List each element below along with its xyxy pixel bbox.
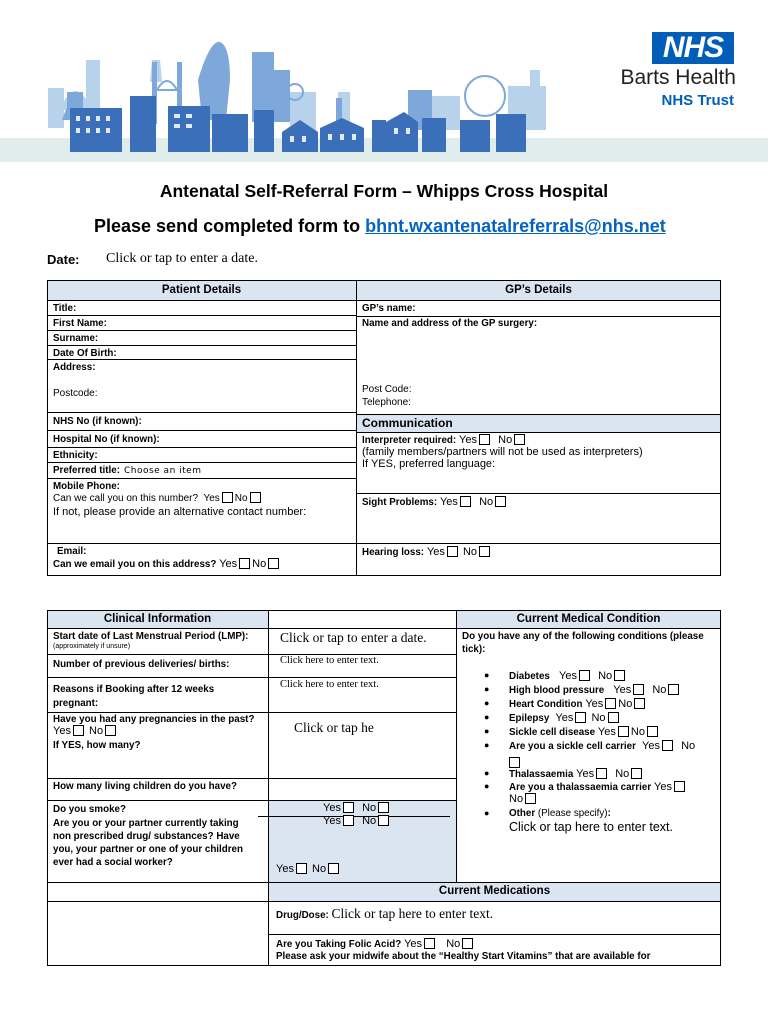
gp-name-label: GP’s name:: [362, 303, 416, 314]
first-name-label: First Name:: [53, 318, 107, 329]
pregnancies-label: Have you had any pregnancies in the past?: [53, 714, 255, 725]
clinical-info-header: Clinical Information: [47, 610, 268, 628]
deliveries-label: Number of previous deliveries/ births:: [53, 659, 230, 670]
email-question: Can we email you on this address? Yes No: [53, 558, 281, 570]
gp-details-header: GP’s Details: [356, 280, 721, 300]
how-many-label: If YES, how many?: [53, 740, 141, 751]
booking-label-1: Reasons if Booking after 12 weeks: [53, 684, 215, 695]
call-no-checkbox[interactable]: [250, 492, 261, 503]
folic-no-checkbox[interactable]: [462, 938, 473, 949]
sickle-carrier-yes-checkbox[interactable]: [662, 740, 673, 751]
communication-header: Communication: [362, 416, 453, 430]
trust-name: NHS Trust: [661, 92, 734, 109]
title-label: Title:: [53, 303, 77, 314]
interpreter-row: Interpreter required: Yes No: [362, 434, 527, 446]
sickle-carrier-no-checkbox[interactable]: [509, 757, 520, 768]
smoke-checks: Yes No: [323, 802, 391, 814]
diabetes-row: Diabetes Yes No: [509, 670, 627, 682]
dob-label: Date Of Birth:: [53, 348, 117, 359]
smoke-yes-checkbox[interactable]: [343, 802, 354, 813]
booking-label-2: pregnant:: [53, 698, 99, 709]
referral-email-link[interactable]: bhnt.wxantenatalreferrals@nhs.net: [365, 216, 666, 236]
language-label: If YES, preferred language:: [362, 458, 496, 470]
lmp-label: Start date of Last Menstrual Period (LMP):: [53, 631, 249, 642]
lmp-date-picker[interactable]: Click or tap to enter a date.: [280, 630, 427, 645]
lmp-note: (approximately if unsure): [53, 643, 131, 650]
postcode-label: Postcode:: [53, 388, 98, 399]
org-name: Barts Health: [620, 66, 736, 89]
conditions-question-2: tick):: [462, 644, 486, 655]
alt-contact-label: If not, please provide an alternative contact number:: [53, 506, 307, 518]
thal-yes-checkbox[interactable]: [596, 768, 607, 779]
healthy-start-note: Please ask your midwife about the “Healthy Start Vitamins” that are available for: [276, 951, 651, 962]
folic-yes-checkbox[interactable]: [424, 938, 435, 949]
drugs-checks: Yes No: [276, 863, 341, 875]
form-title: Antenatal Self-Referral Form – Whipps Cross Hospital: [159, 181, 609, 201]
thal-row: Thalassaemia Yes No: [509, 768, 644, 780]
date-label: Date:: [47, 252, 80, 267]
medications-header: Current Medications: [268, 882, 721, 901]
drugs-label-2: non prescribed drug/ substances? Have: [53, 831, 240, 842]
preferred-title-row: Preferred title: Choose an item: [53, 465, 202, 476]
partner-drug-checks: Yes No: [323, 815, 391, 827]
drug-dose-row: Drug/Dose: Click or tap here to enter text.: [276, 906, 494, 921]
call-yes-checkbox[interactable]: [222, 492, 233, 503]
sickle-row: Sickle cell disease Yes No: [509, 726, 660, 738]
heart-no-checkbox[interactable]: [634, 698, 645, 709]
conditions-question-1: Do you have any of the following conditions (please: [462, 631, 704, 642]
sight-row: Sight Problems: Yes No: [362, 496, 508, 508]
drugs-yes-checkbox[interactable]: [296, 863, 307, 874]
sickle-no-checkbox[interactable]: [647, 726, 658, 737]
pregnancies-no-checkbox[interactable]: [105, 725, 116, 736]
date-picker[interactable]: Click or tap to enter a date.: [106, 251, 258, 266]
call-question: Can we call you on this number? Yes No: [53, 492, 263, 504]
smoke-no-checkbox[interactable]: [378, 802, 389, 813]
email-label: Email:: [57, 546, 87, 557]
epilepsy-no-checkbox[interactable]: [608, 712, 619, 723]
send-instruction: Please send completed form to bhnt.wxantenatalreferrals@nhs.net: [94, 216, 666, 236]
hearing-row: Hearing loss: Yes No: [362, 546, 492, 558]
epilepsy-yes-checkbox[interactable]: [575, 712, 586, 723]
pregnancies-count-input[interactable]: Click or tap he: [294, 720, 374, 735]
folic-acid-row: Are you Taking Folic Acid? Yes No: [276, 938, 475, 950]
medical-condition-header: Current Medical Condition: [456, 610, 721, 628]
other-label: Other (Please specify):: [509, 808, 611, 819]
surname-label: Surname:: [53, 333, 99, 344]
partner-drug-no-checkbox[interactable]: [378, 815, 389, 826]
smoke-label: Do you smoke?: [53, 804, 126, 815]
gp-telephone-label: Telephone:: [362, 397, 411, 408]
sickle-carrier-row: Are you a sickle cell carrier Yes No: [509, 740, 696, 752]
hearing-yes-checkbox[interactable]: [447, 546, 458, 557]
family-note: (family members/partners will not be used as interpreters): [362, 446, 643, 458]
sickle-yes-checkbox[interactable]: [618, 726, 629, 737]
mobile-label: Mobile Phone:: [53, 481, 120, 492]
diabetes-no-checkbox[interactable]: [614, 670, 625, 681]
thal-carrier-no-checkbox[interactable]: [525, 793, 536, 804]
preferred-title-dropdown[interactable]: Choose an item: [123, 466, 202, 476]
pregnancies-yes-checkbox[interactable]: [73, 725, 84, 736]
partner-drug-yes-checkbox[interactable]: [343, 815, 354, 826]
epilepsy-row: Epilepsy Yes No: [509, 712, 621, 724]
thal-carrier-row: Are you a thalassaemia carrier Yes: [509, 781, 687, 793]
email-yes-checkbox[interactable]: [239, 558, 250, 569]
patient-details-header: Patient Details: [47, 280, 356, 300]
nhs-no-label: NHS No (if known):: [53, 416, 142, 427]
drugs-label-4: ever had a social worker?: [53, 857, 173, 868]
hearing-no-checkbox[interactable]: [479, 546, 490, 557]
thal-carrier-yes-checkbox[interactable]: [674, 781, 685, 792]
thal-carrier-no-row: No: [509, 793, 538, 805]
drugs-label-3: you, your partner or one of your children: [53, 844, 243, 855]
bp-no-checkbox[interactable]: [668, 684, 679, 695]
drug-dose-input[interactable]: Click or tap here to enter text.: [331, 906, 494, 921]
thal-no-checkbox[interactable]: [631, 768, 642, 779]
sight-no-checkbox[interactable]: [495, 496, 506, 507]
heart-yes-checkbox[interactable]: [605, 698, 616, 709]
bp-row: High blood pressure Yes No: [509, 684, 681, 696]
email-no-checkbox[interactable]: [268, 558, 279, 569]
booking-input[interactable]: Click here to enter text.: [280, 679, 379, 690]
drugs-label-1: Are you or your partner currently taking: [53, 818, 239, 829]
interpreter-yes-checkbox[interactable]: [479, 434, 490, 445]
gp-postcode-label: Post Code:: [362, 384, 412, 395]
other-conditions-input[interactable]: Click or tap here to enter text.: [509, 820, 673, 834]
pregnancies-checks: Yes No: [53, 725, 118, 737]
diabetes-yes-checkbox[interactable]: [579, 670, 590, 681]
heart-row: Heart Condition Yes No: [509, 698, 647, 710]
deliveries-input[interactable]: Click here to enter text.: [280, 655, 379, 666]
sight-yes-checkbox[interactable]: [460, 496, 471, 507]
ethnicity-label: Ethnicity:: [53, 450, 98, 461]
drugs-no-checkbox[interactable]: [328, 863, 339, 874]
interpreter-no-checkbox[interactable]: [514, 434, 525, 445]
living-children-label: How many living children do you have?: [53, 781, 237, 792]
bp-yes-checkbox[interactable]: [633, 684, 644, 695]
gp-surgery-label: Name and address of the GP surgery:: [362, 318, 538, 329]
nhs-logo: NHS: [652, 32, 734, 64]
hospital-no-label: Hospital No (if known):: [53, 434, 160, 445]
address-label: Address:: [53, 362, 96, 373]
